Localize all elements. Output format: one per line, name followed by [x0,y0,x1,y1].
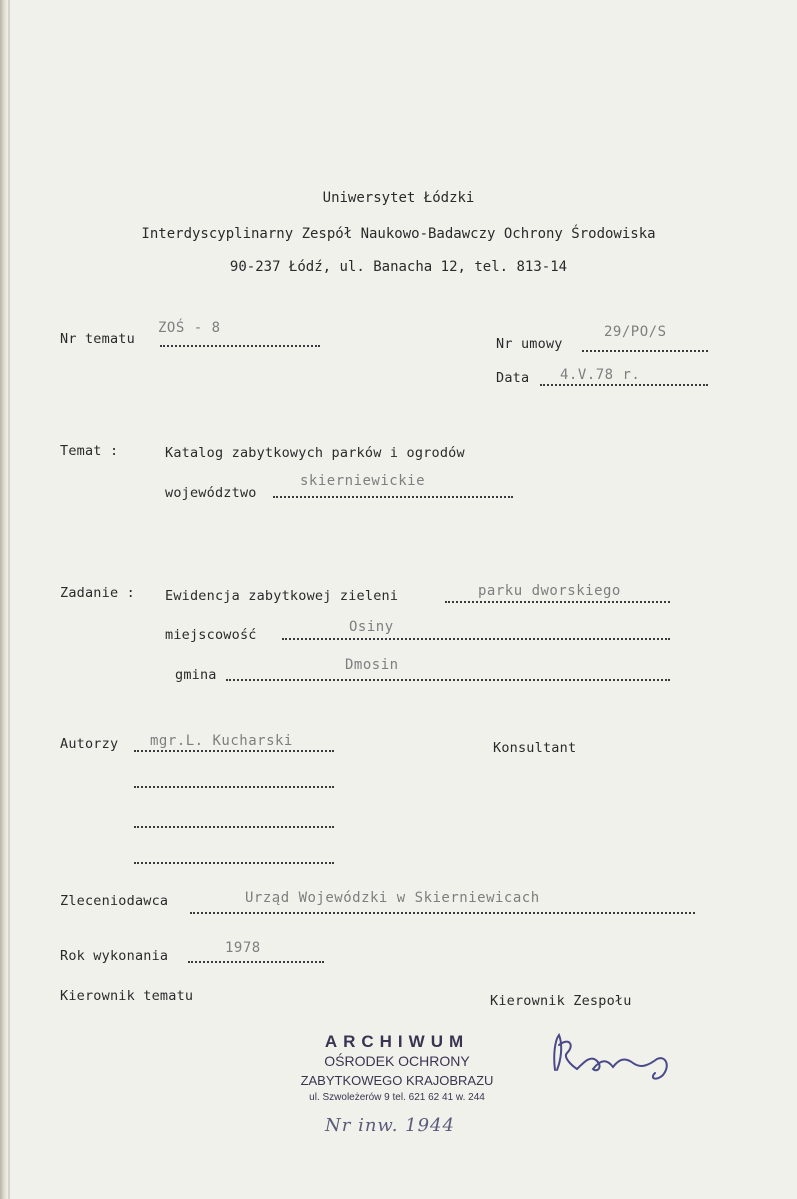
client-label: Zleceniodawca [60,893,169,909]
topic-manager-label: Kierownik tematu [60,988,194,1004]
authors-label: Autorzy [60,736,119,752]
locality-dots [282,638,670,640]
subject-label: Temat : [60,443,119,459]
client-value: Urząd Wojewódzki w Skierniewicach [245,890,540,906]
date-dots [540,384,708,386]
voivodeship-label: województwo [165,485,257,501]
archive-stamp-line4: ul. Szwoleżerów 9 tel. 621 62 41 w. 244 [309,1092,485,1103]
topic-number-label: Nr tematu [60,331,135,347]
university-name: Uniwersytet Łódzki [322,190,475,206]
date-value: 4.V.78 r. [560,367,641,383]
client-dots [190,912,695,914]
topic-number-value: ZOŚ - 8 [158,320,221,336]
page-edge-shadow [8,0,10,1199]
year-value: 1978 [225,940,261,956]
consultant-label: Konsultant [493,740,577,756]
institute-name: Interdyscyplinarny Zespół Naukowo-Badawczy Ochrony Środowiska [141,226,656,242]
contract-number-label: Nr umowy [496,336,563,352]
locality-value: Osiny [349,619,394,635]
contract-number-value: 29/PO/S [604,324,667,340]
task-text-value: parku dworskiego [478,583,621,599]
locality-label: miejscowość [165,627,257,643]
authors-dots-4 [134,862,334,864]
voivodeship-value: skierniewickie [300,473,426,489]
archive-stamp-line3: ZABYTKOWEGO KRAJOBRAZU [300,1073,494,1088]
task-dots [445,601,670,603]
year-dots [188,961,324,963]
team-manager-label: Kierownik Zespołu [490,993,632,1009]
task-label: Zadanie : [60,585,135,601]
subject-title: Katalog zabytkowych parków i ogrodów [165,445,465,461]
voivodeship-dots [273,496,513,498]
commune-label: gmina [175,667,217,683]
commune-value: Dmosin [345,657,399,673]
page-edge [0,0,8,1199]
authors-value: mgr.L. Kucharski [150,733,293,749]
authors-dots-1 [134,750,334,752]
commune-dots [226,679,670,681]
topic-number-dots [160,345,320,347]
signature-image [545,1025,685,1085]
archive-stamp-line2: OŚRODEK OCHRONY [324,1053,470,1069]
archive-stamp-title: ARCHIWUM [324,1032,470,1051]
authors-dots-3 [134,826,334,828]
task-text: Ewidencja zabytkowej zieleni [165,588,399,604]
institute-address: 90-237 Łódź, ul. Banacha 12, tel. 813-14 [229,259,568,275]
year-label: Rok wykonania [60,948,169,964]
contract-number-dots [582,350,708,352]
authors-dots-2 [134,786,334,788]
date-label: Data [496,370,530,386]
inventory-number-note: Nr inw. 1944 [325,1115,455,1136]
